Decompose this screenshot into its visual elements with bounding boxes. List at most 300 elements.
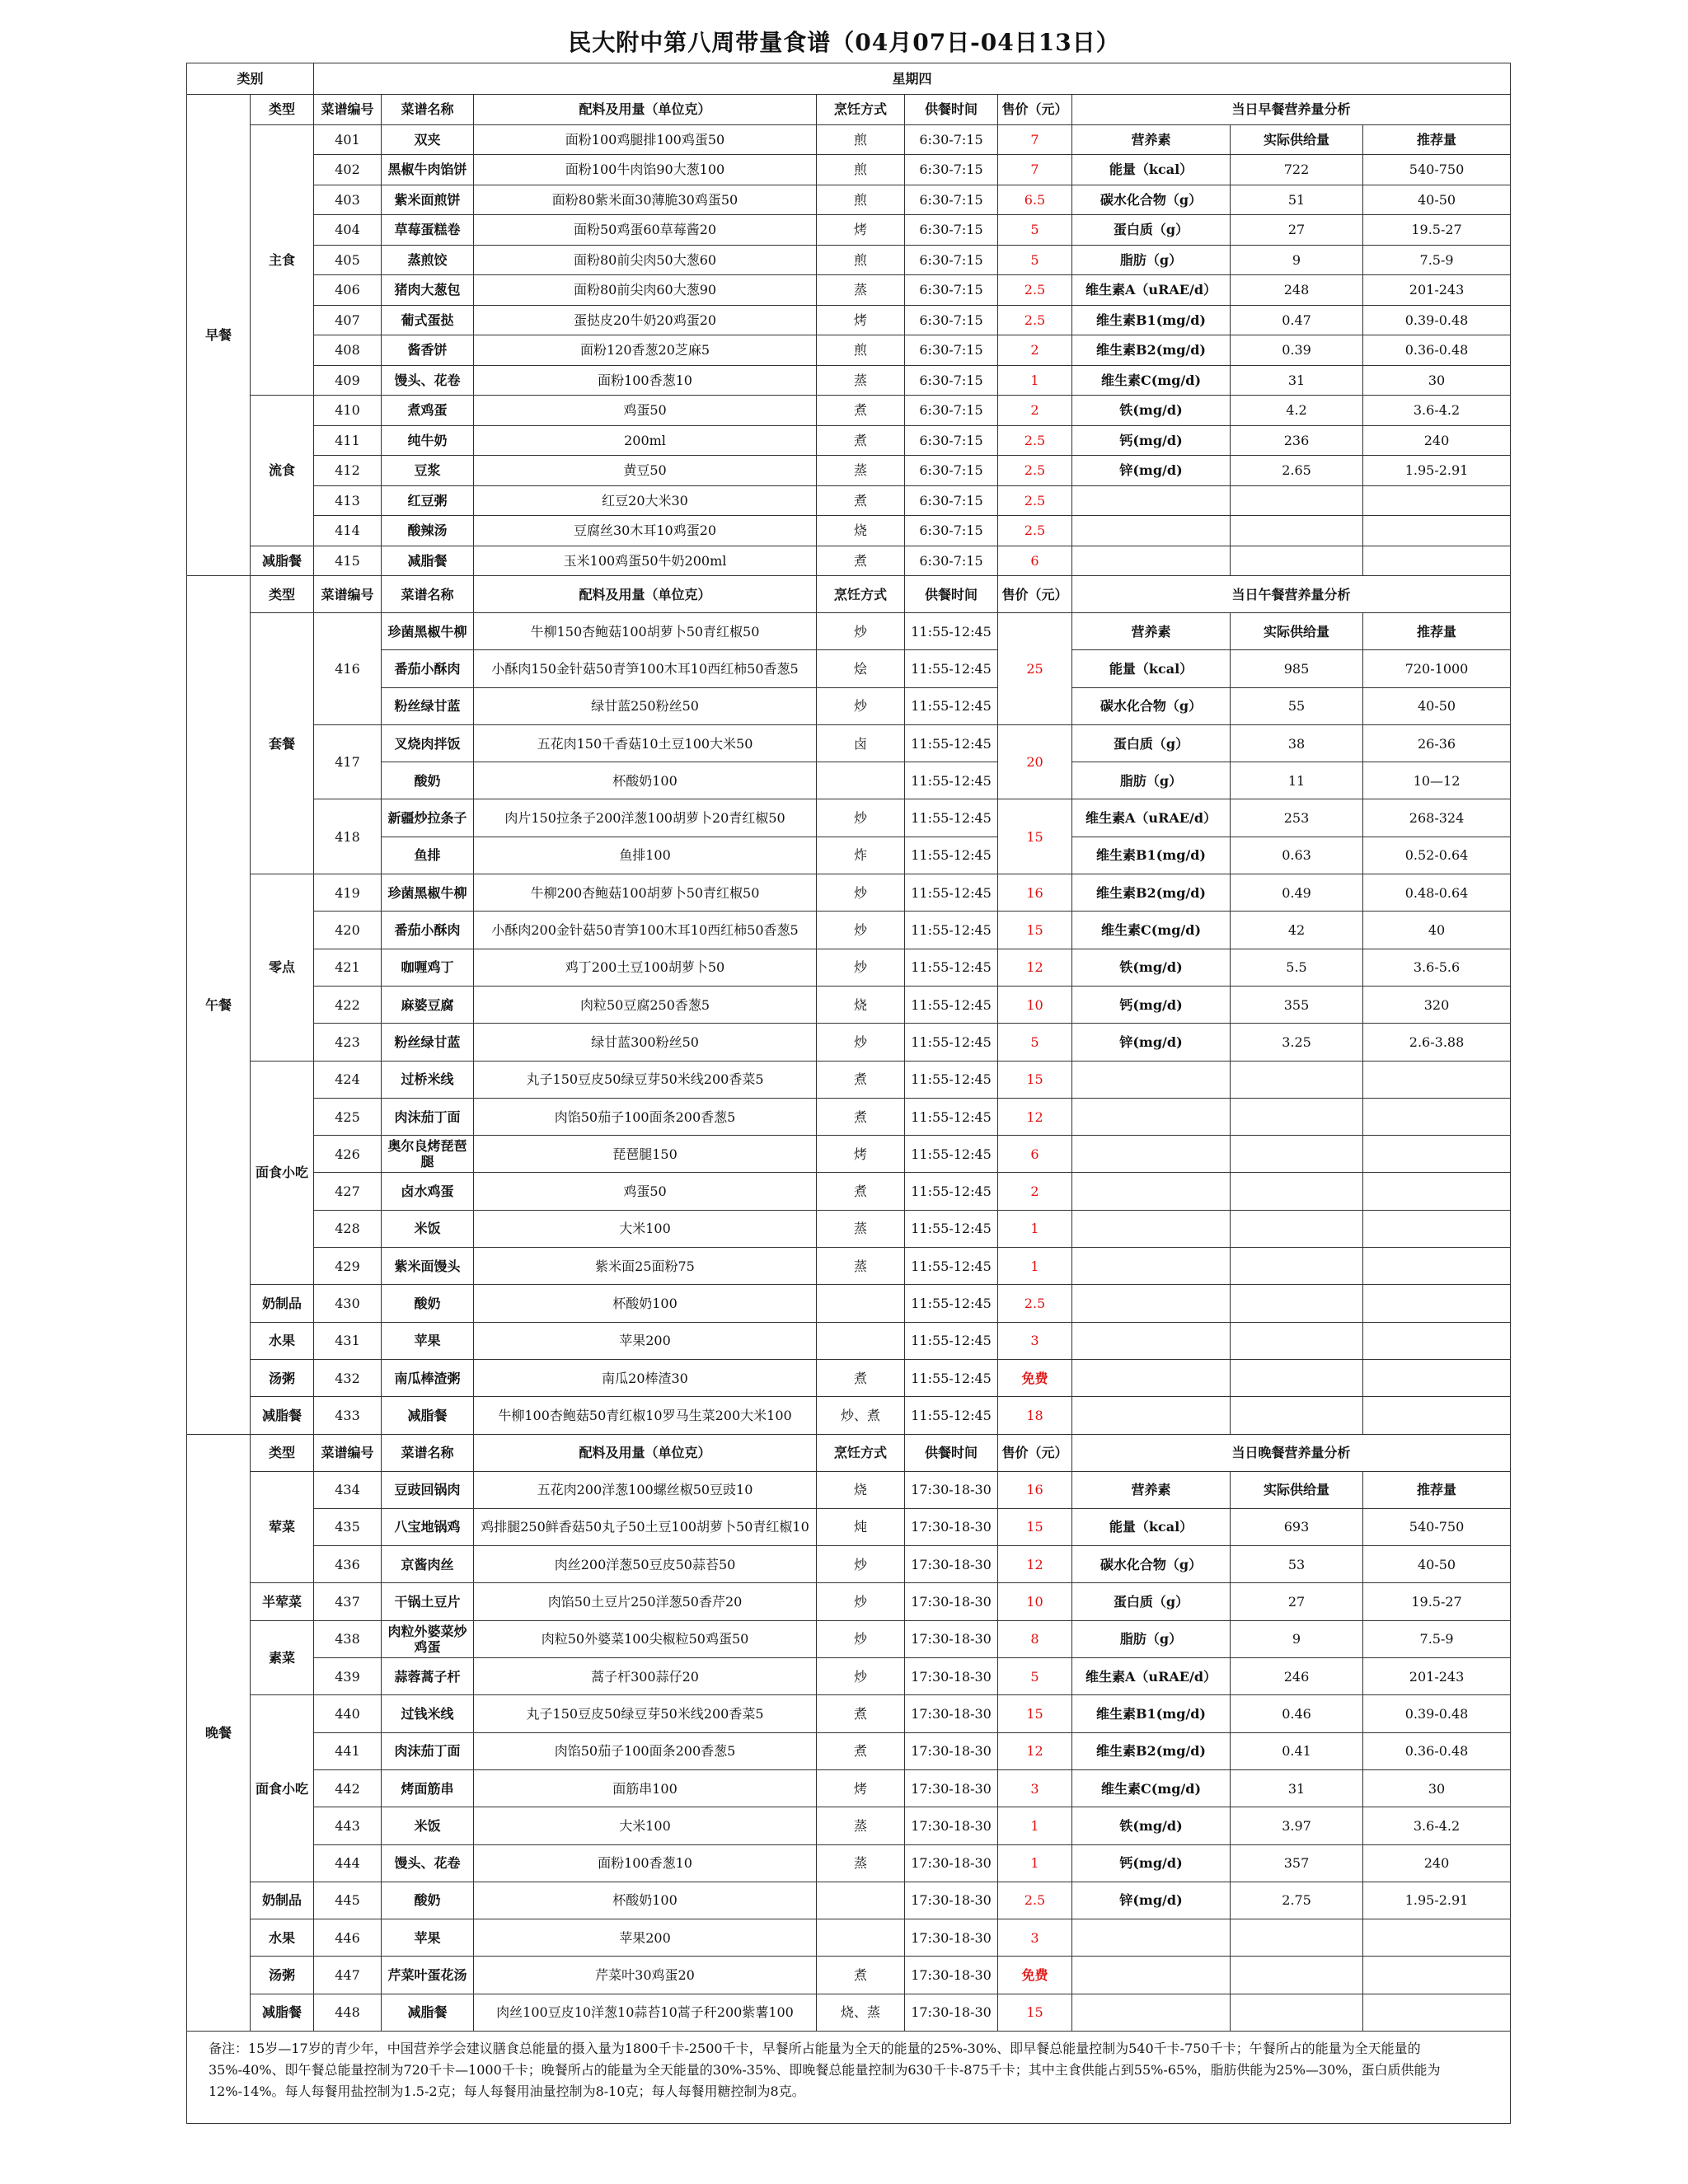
nutrition-analysis-title: 当日午餐营养量分析 — [1072, 576, 1511, 613]
dish-row — [187, 1061, 1511, 1098]
nutrient-recommended: 1.95-2.91 — [1363, 456, 1511, 486]
col-header-name: 菜谱名称 — [382, 576, 474, 613]
empty-cell — [1363, 1210, 1511, 1247]
nutrient-actual: 2.65 — [1231, 456, 1363, 486]
dish-row — [187, 687, 1511, 724]
dish-row — [187, 456, 1511, 486]
dish-name: 纯牛奶 — [382, 425, 474, 456]
nutrient-name: 脂肪（g） — [1072, 245, 1231, 275]
dish-time: 6:30-7:15 — [905, 546, 998, 576]
dish-type: 面食小吃 — [251, 1061, 314, 1285]
dish-time: 17:30-18-30 — [905, 1882, 998, 1919]
dish-method: 炸 — [817, 837, 905, 874]
dish-method: 煮 — [817, 396, 905, 426]
dish-ingredients: 紫米面25面粉75 — [474, 1248, 817, 1285]
dish-code: 411 — [314, 425, 382, 456]
nutrient-actual: 357 — [1231, 1844, 1363, 1882]
dish-name: 酱香饼 — [382, 335, 474, 366]
dish-name: 干锅土豆片 — [382, 1583, 474, 1620]
dish-code: 421 — [314, 949, 382, 986]
dish-row — [187, 837, 1511, 874]
dish-method: 蒸 — [817, 1210, 905, 1247]
dish-ingredients: 面粉80前尖肉60大葱90 — [474, 275, 817, 306]
dish-method: 烤 — [817, 1136, 905, 1173]
dish-method: 蒸 — [817, 365, 905, 396]
empty-cell — [1363, 1248, 1511, 1285]
empty-cell — [1072, 1061, 1231, 1098]
dish-name: 双夹 — [382, 124, 474, 155]
dish-ingredients: 肉馅50土豆片250洋葱50香芹20 — [474, 1583, 817, 1620]
dish-ingredients: 肉片150拉条子200洋葱100胡萝卜20青红椒50 — [474, 799, 817, 837]
dish-ingredients: 肉馅50茄子100面条200香葱5 — [474, 1732, 817, 1769]
dish-name: 粉丝绿甘蓝 — [382, 1024, 474, 1061]
dish-method: 炒 — [817, 1620, 905, 1657]
dish-method: 煮 — [817, 546, 905, 576]
empty-cell — [1231, 1994, 1363, 2031]
dish-ingredients: 面粉80前尖肉50大葱60 — [474, 245, 817, 275]
dish-time: 6:30-7:15 — [905, 396, 998, 426]
dish-name: 番茄小酥肉 — [382, 650, 474, 687]
nutrient-name: 维生素A（uRAE/d） — [1072, 799, 1231, 837]
nutrient-actual: 31 — [1231, 365, 1363, 396]
dish-ingredients: 牛柳200杏鲍菇100胡萝卜50青红椒50 — [474, 874, 817, 912]
dish-code: 441 — [314, 1732, 382, 1769]
dish-method: 煮 — [817, 485, 905, 516]
dish-code: 446 — [314, 1919, 382, 1957]
dish-name: 酸奶 — [382, 762, 474, 799]
col-header-code: 菜谱编号 — [314, 576, 382, 613]
dish-row — [187, 874, 1511, 912]
dish-method: 炒 — [817, 874, 905, 912]
dish-ingredients: 200ml — [474, 425, 817, 456]
dish-row — [187, 485, 1511, 516]
dish-ingredients: 小酥肉200金针菇50青笋100木耳10西红柿50香葱5 — [474, 912, 817, 949]
dish-type: 减脂餐 — [251, 1397, 314, 1434]
nutrient-recommended: 320 — [1363, 986, 1511, 1023]
dish-row — [187, 799, 1511, 837]
dish-row — [187, 1732, 1511, 1769]
dish-method: 煮 — [817, 1732, 905, 1769]
empty-cell — [1231, 1210, 1363, 1247]
dish-row — [187, 762, 1511, 799]
dish-price: 2.5 — [998, 275, 1072, 306]
notes-row — [187, 2031, 1511, 2123]
dish-method: 炒 — [817, 1583, 905, 1620]
col-header-price: 售价（元） — [998, 95, 1072, 125]
nutrient-recommended: 19.5-27 — [1363, 215, 1511, 246]
dish-name: 草莓蛋糕卷 — [382, 215, 474, 246]
dish-time: 6:30-7:15 — [905, 215, 998, 246]
dish-ingredients: 面粉100鸡腿排100鸡蛋50 — [474, 124, 817, 155]
dish-ingredients: 绿甘蓝250粉丝50 — [474, 687, 817, 724]
col-header-ingredients: 配料及用量（单位克） — [474, 95, 817, 125]
empty-cell — [1363, 1397, 1511, 1434]
dish-row — [187, 275, 1511, 306]
dish-method: 炒 — [817, 949, 905, 986]
dish-price: 15 — [998, 1994, 1072, 2031]
empty-cell — [1363, 1994, 1511, 2031]
empty-cell — [1072, 1285, 1231, 1322]
nutrient-recommended: 40-50 — [1363, 687, 1511, 724]
dish-price: 15 — [998, 1508, 1072, 1545]
empty-cell — [1231, 1957, 1363, 1994]
dish-row — [187, 1359, 1511, 1396]
nutrient-actual: 0.47 — [1231, 305, 1363, 335]
dish-code: 440 — [314, 1695, 382, 1732]
dish-code: 431 — [314, 1322, 382, 1359]
dish-price: 2.5 — [998, 1285, 1072, 1322]
dish-time: 11:55-12:45 — [905, 1210, 998, 1247]
nutrient-header: 营养素 — [1072, 1471, 1231, 1508]
nutrient-recommended: 240 — [1363, 425, 1511, 456]
empty-cell — [1363, 546, 1511, 576]
dish-type: 流食 — [251, 396, 314, 546]
empty-cell — [1072, 1322, 1231, 1359]
nutrient-name: 蛋白质（g） — [1072, 215, 1231, 246]
dish-type: 减脂餐 — [251, 546, 314, 576]
dish-type: 荤菜 — [251, 1471, 314, 1583]
dish-ingredients: 面粉100香葱10 — [474, 1844, 817, 1882]
nutrient-recommended: 26-36 — [1363, 724, 1511, 762]
nutrient-actual: 722 — [1231, 155, 1363, 185]
dish-name: 麻婆豆腐 — [382, 986, 474, 1023]
dish-code: 406 — [314, 275, 382, 306]
dish-name: 酸奶 — [382, 1882, 474, 1919]
dish-row — [187, 1136, 1511, 1173]
dish-time: 17:30-18-30 — [905, 1508, 998, 1545]
dish-code: 412 — [314, 456, 382, 486]
dish-type: 套餐 — [251, 613, 314, 874]
dish-time: 11:55-12:45 — [905, 1173, 998, 1210]
dish-method: 烧、蒸 — [817, 1994, 905, 2031]
col-header-price: 售价（元） — [998, 1434, 1072, 1471]
dish-time: 11:55-12:45 — [905, 1248, 998, 1285]
dish-name: 新疆炒拉条子 — [382, 799, 474, 837]
meal-name: 晚餐 — [187, 1434, 251, 2031]
dish-name: 粉丝绿甘蓝 — [382, 687, 474, 724]
dish-type: 水果 — [251, 1919, 314, 1957]
nutrient-name: 能量（kcal） — [1072, 1508, 1231, 1545]
dish-code: 438 — [314, 1620, 382, 1657]
nutrient-name: 维生素C(mg/d) — [1072, 912, 1231, 949]
nutrient-recommended: 1.95-2.91 — [1363, 1882, 1511, 1919]
dish-name: 珍菌黑椒牛柳 — [382, 613, 474, 650]
dish-name: 红豆粥 — [382, 485, 474, 516]
nutrient-actual: 53 — [1231, 1546, 1363, 1583]
dish-type: 奶制品 — [251, 1285, 314, 1322]
dish-time: 6:30-7:15 — [905, 335, 998, 366]
dish-name: 紫米面馒头 — [382, 1248, 474, 1285]
dish-name: 咖喱鸡丁 — [382, 949, 474, 986]
dish-code: 437 — [314, 1583, 382, 1620]
col-header-method: 烹饪方式 — [817, 1434, 905, 1471]
dish-price: 7 — [998, 155, 1072, 185]
nutrition-analysis-title: 当日晚餐营养量分析 — [1072, 1434, 1511, 1471]
empty-cell — [1072, 1397, 1231, 1434]
dish-price: 1 — [998, 1210, 1072, 1247]
dish-price: 15 — [998, 799, 1072, 874]
nutrient-name: 碳水化合物（g） — [1072, 185, 1231, 215]
dish-code: 433 — [314, 1397, 382, 1434]
dish-price: 8 — [998, 1620, 1072, 1657]
empty-cell — [1363, 1136, 1511, 1173]
dish-row — [187, 1807, 1511, 1844]
dish-time: 11:55-12:45 — [905, 1136, 998, 1173]
dish-price: 1 — [998, 1248, 1072, 1285]
dish-price: 6 — [998, 546, 1072, 576]
dish-name: 珍菌黑椒牛柳 — [382, 874, 474, 912]
dish-row — [187, 1882, 1511, 1919]
dish-method: 炖 — [817, 1508, 905, 1545]
dish-code: 404 — [314, 215, 382, 246]
nutrient-actual: 3.25 — [1231, 1024, 1363, 1061]
dish-code: 418 — [314, 799, 382, 874]
dish-time: 17:30-18-30 — [905, 1807, 998, 1844]
dish-price: 2.5 — [998, 1882, 1072, 1919]
dish-method: 蒸 — [817, 1844, 905, 1882]
dish-time: 11:55-12:45 — [905, 650, 998, 687]
dish-code: 448 — [314, 1994, 382, 2031]
nutrition-analysis-title: 当日早餐营养量分析 — [1072, 95, 1511, 125]
dish-name: 减脂餐 — [382, 1994, 474, 2031]
dish-row — [187, 1844, 1511, 1882]
dish-price: 25 — [998, 613, 1072, 725]
dish-time: 11:55-12:45 — [905, 1098, 998, 1135]
dish-name: 肉粒外婆菜炒鸡蛋 — [382, 1620, 474, 1657]
nutrient-name: 锌(mg/d) — [1072, 1024, 1231, 1061]
dish-row — [187, 215, 1511, 246]
meal-header-row — [187, 1434, 1511, 1471]
dish-name: 煮鸡蛋 — [382, 396, 474, 426]
dish-name: 紫米面煎饼 — [382, 185, 474, 215]
dish-time: 11:55-12:45 — [905, 949, 998, 986]
dish-row — [187, 613, 1511, 650]
nutrient-actual: 38 — [1231, 724, 1363, 762]
dish-method: 炒、煮 — [817, 1397, 905, 1434]
dish-name: 南瓜棒渣粥 — [382, 1359, 474, 1396]
dish-price: 12 — [998, 1546, 1072, 1583]
dish-method: 煮 — [817, 1061, 905, 1098]
nutrient-recommended: 30 — [1363, 365, 1511, 396]
dish-time: 17:30-18-30 — [905, 1919, 998, 1957]
empty-cell — [1363, 1322, 1511, 1359]
nutrient-name: 脂肪（g） — [1072, 762, 1231, 799]
header-row-top — [187, 63, 1511, 95]
col-header-method: 烹饪方式 — [817, 576, 905, 613]
nutrient-recommended: 40-50 — [1363, 1546, 1511, 1583]
nutrient-recommended: 268-324 — [1363, 799, 1511, 837]
dish-price: 2 — [998, 1173, 1072, 1210]
nutrient-recommended: 2.6-3.88 — [1363, 1024, 1511, 1061]
dish-time: 11:55-12:45 — [905, 1397, 998, 1434]
dish-name: 馒头、花卷 — [382, 1844, 474, 1882]
dish-row — [187, 650, 1511, 687]
nutrient-name: 维生素A（uRAE/d） — [1072, 275, 1231, 306]
dish-row — [187, 1322, 1511, 1359]
col-header-price: 售价（元） — [998, 576, 1072, 613]
dish-name: 苹果 — [382, 1919, 474, 1957]
dish-method: 烧 — [817, 516, 905, 546]
dish-price: 12 — [998, 949, 1072, 986]
dish-code: 426 — [314, 1136, 382, 1173]
empty-cell — [1231, 516, 1363, 546]
empty-cell — [1231, 1061, 1363, 1098]
dish-ingredients: 玉米100鸡蛋50牛奶200ml — [474, 546, 817, 576]
dish-time: 17:30-18-30 — [905, 1732, 998, 1769]
dish-time: 11:55-12:45 — [905, 837, 998, 874]
dish-time: 11:55-12:45 — [905, 1322, 998, 1359]
empty-cell — [1072, 546, 1231, 576]
dish-row — [187, 365, 1511, 396]
dish-time: 6:30-7:15 — [905, 155, 998, 185]
nutrient-name: 脂肪（g） — [1072, 1620, 1231, 1657]
dish-price: 2 — [998, 335, 1072, 366]
dish-type: 零点 — [251, 874, 314, 1061]
dish-code: 413 — [314, 485, 382, 516]
dish-method: 蒸 — [817, 456, 905, 486]
dish-row — [187, 912, 1511, 949]
empty-cell — [1231, 1098, 1363, 1135]
nutrient-name: 维生素B2(mg/d) — [1072, 335, 1231, 366]
meal-header-row — [187, 576, 1511, 613]
dish-time: 6:30-7:15 — [905, 124, 998, 155]
nutrient-name: 碳水化合物（g） — [1072, 687, 1231, 724]
dish-time: 6:30-7:15 — [905, 485, 998, 516]
nutrient-recommended: 201-243 — [1363, 275, 1511, 306]
dish-code: 442 — [314, 1769, 382, 1807]
dish-price: 3 — [998, 1919, 1072, 1957]
dish-row — [187, 1620, 1511, 1657]
notes-text: 备注：15岁—17岁的青少年，中国营养学会建议膳食总能量的摄入量为1800千卡-2500千卡，早餐所占能量为全天的能量的25%-30%、即早餐总能量控制为540千卡-750千卡；午餐所占的能量为全天能量的35%-40%、即午餐总能量控制为720千卡—1000千卡；晚餐所占的能量为全天能量的30%-35%、即晚餐总能量控制为630千卡-875千卡；其中主食供能占到55%-65%，脂肪供能为25%—30%，蛋白质供能为12%-14%。每人每餐用盐控制为1.5-2克；每人每餐用油量控制为8-10克；每人每餐用糖控制为8克。 — [187, 2031, 1511, 2123]
nutrient-name: 钙(mg/d) — [1072, 1844, 1231, 1882]
dish-code: 432 — [314, 1359, 382, 1396]
empty-cell — [1231, 546, 1363, 576]
dish-time: 11:55-12:45 — [905, 874, 998, 912]
dish-name: 过桥米线 — [382, 1061, 474, 1098]
dish-row — [187, 986, 1511, 1023]
dish-code: 443 — [314, 1807, 382, 1844]
dish-name: 肉沫茄丁面 — [382, 1732, 474, 1769]
empty-cell — [1363, 516, 1511, 546]
dish-method: 煮 — [817, 1173, 905, 1210]
dish-method: 蒸 — [817, 1248, 905, 1285]
dish-row — [187, 335, 1511, 366]
dish-price: 2.5 — [998, 485, 1072, 516]
dish-name: 酸辣汤 — [382, 516, 474, 546]
dish-name: 京酱肉丝 — [382, 1546, 474, 1583]
dish-code: 445 — [314, 1882, 382, 1919]
dish-name: 叉烧肉拌饭 — [382, 724, 474, 762]
nutrient-recommended: 720-1000 — [1363, 650, 1511, 687]
nutrient-name: 钙(mg/d) — [1072, 986, 1231, 1023]
nutrient-name: 维生素C(mg/d) — [1072, 365, 1231, 396]
nutrient-actual: 42 — [1231, 912, 1363, 949]
dish-name: 苹果 — [382, 1322, 474, 1359]
dish-time: 17:30-18-30 — [905, 1769, 998, 1807]
dish-method: 烧 — [817, 986, 905, 1023]
dish-code: 429 — [314, 1248, 382, 1285]
dish-row — [187, 516, 1511, 546]
empty-cell — [1231, 1397, 1363, 1434]
col-header-name: 菜谱名称 — [382, 95, 474, 125]
dish-row — [187, 1583, 1511, 1620]
dish-name: 番茄小酥肉 — [382, 912, 474, 949]
dish-name: 猪肉大葱包 — [382, 275, 474, 306]
dish-row — [187, 1957, 1511, 1994]
dish-code: 425 — [314, 1098, 382, 1135]
dish-time: 11:55-12:45 — [905, 762, 998, 799]
col-header-code: 菜谱编号 — [314, 1434, 382, 1471]
page-title: 民大附中第八周带量食谱（04月07日-04日13日） — [568, 29, 1120, 56]
empty-cell — [1363, 1957, 1511, 1994]
dish-ingredients: 肉粒50外婆菜100尖椒粒50鸡蛋50 — [474, 1620, 817, 1657]
nutrient-name: 能量（kcal） — [1072, 155, 1231, 185]
dish-time: 6:30-7:15 — [905, 275, 998, 306]
dish-price: 6.5 — [998, 185, 1072, 215]
dish-ingredients: 小酥肉150金针菇50青笋100木耳10西红柿50香葱5 — [474, 650, 817, 687]
dish-method: 烧 — [817, 1471, 905, 1508]
dish-code: 422 — [314, 986, 382, 1023]
dish-price: 免费 — [998, 1957, 1072, 1994]
nutrient-actual: 9 — [1231, 245, 1363, 275]
dish-time: 11:55-12:45 — [905, 1359, 998, 1396]
nutrient-name: 锌(mg/d) — [1072, 456, 1231, 486]
nutrient-name: 维生素B1(mg/d) — [1072, 1695, 1231, 1732]
nutrient-name: 钙(mg/d) — [1072, 425, 1231, 456]
dish-price: 15 — [998, 912, 1072, 949]
empty-cell — [1363, 1173, 1511, 1210]
dish-type: 水果 — [251, 1322, 314, 1359]
nutrient-name: 维生素C(mg/d) — [1072, 1769, 1231, 1807]
nutrient-recommended: 240 — [1363, 1844, 1511, 1882]
dish-name: 减脂餐 — [382, 546, 474, 576]
col-header-ingredients: 配料及用量（单位克） — [474, 576, 817, 613]
nutrient-header: 营养素 — [1072, 124, 1231, 155]
dish-row — [187, 305, 1511, 335]
dish-time: 6:30-7:15 — [905, 185, 998, 215]
dish-time: 17:30-18-30 — [905, 1471, 998, 1508]
dish-method: 煎 — [817, 124, 905, 155]
dish-code: 424 — [314, 1061, 382, 1098]
nutrient-name: 铁(mg/d) — [1072, 949, 1231, 986]
col-header-type: 类型 — [251, 576, 314, 613]
dish-row — [187, 245, 1511, 275]
dish-name: 奥尔良烤琵琶腿 — [382, 1136, 474, 1173]
dish-row — [187, 1546, 1511, 1583]
nutrient-actual: 11 — [1231, 762, 1363, 799]
meal-name: 午餐 — [187, 576, 251, 1435]
dish-code: 436 — [314, 1546, 382, 1583]
nutrient-actual: 355 — [1231, 986, 1363, 1023]
nutrient-recommended: 40-50 — [1363, 185, 1511, 215]
dish-name: 蒜蓉蒿子杆 — [382, 1658, 474, 1695]
dish-price: 7 — [998, 124, 1072, 155]
nutrient-name: 维生素B1(mg/d) — [1072, 305, 1231, 335]
dish-time: 11:55-12:45 — [905, 1061, 998, 1098]
empty-cell — [1072, 1957, 1231, 1994]
dish-price: 5 — [998, 215, 1072, 246]
dish-method: 卤 — [817, 724, 905, 762]
dish-price: 6 — [998, 1136, 1072, 1173]
nutrient-recommended: 0.39-0.48 — [1363, 305, 1511, 335]
dish-row — [187, 1173, 1511, 1210]
dish-type: 奶制品 — [251, 1882, 314, 1919]
dish-ingredients: 面粉100香葱10 — [474, 365, 817, 396]
nutrient-actual: 55 — [1231, 687, 1363, 724]
dish-code: 407 — [314, 305, 382, 335]
nutrient-actual: 236 — [1231, 425, 1363, 456]
dish-price: 2.5 — [998, 456, 1072, 486]
